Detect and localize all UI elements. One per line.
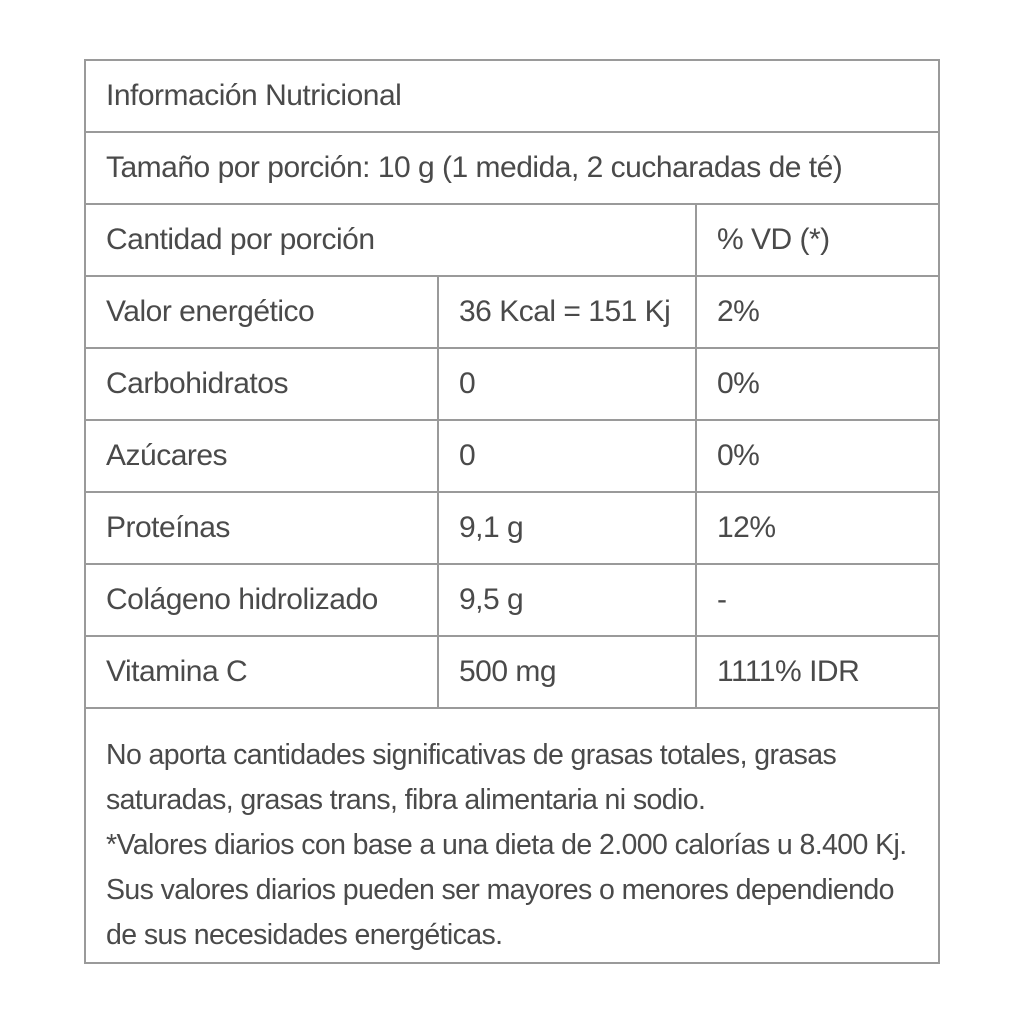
nutrient-name: Vitamina C [106, 655, 248, 688]
table-row [86, 493, 938, 565]
nutrient-name: Azúcares [106, 439, 228, 472]
amount-per-serving-header: Cantidad por porción [106, 223, 375, 256]
table-row [86, 421, 938, 493]
serving-size-row [86, 133, 938, 205]
nutrient-daily-value: 2% [695, 277, 938, 347]
nutrient-name: Colágeno hidrolizado [106, 583, 378, 616]
nutrient-amount: 36 Kcal = 151 Kj [437, 277, 695, 347]
nutrient-amount: 500 mg [437, 637, 695, 707]
table-title: Información Nutricional [106, 79, 402, 112]
nutrient-amount: 9,5 g [437, 565, 695, 635]
nutrition-facts-table [84, 59, 940, 964]
table-row [86, 637, 938, 709]
daily-value-header: % VD (*) [695, 205, 938, 275]
nutrient-name: Proteínas [106, 511, 230, 544]
nutrient-amount: 0 [437, 421, 695, 491]
title-row [86, 61, 938, 133]
serving-size: Tamaño por porción: 10 g (1 medida, 2 cucharadas de té) [106, 151, 843, 184]
header-row [86, 205, 938, 277]
nutrient-daily-value: 0% [695, 421, 938, 491]
daily-values-note: *Valores diarios con base a una dieta de 2.000 calorías u 8.400 Kj. Sus valores diarios pueden ser mayores o menores dependiendo de sus necesidades energéticas. [106, 829, 907, 951]
no-significant-amounts-note: No aporta cantidades significativas de grasas totales, grasas saturadas, grasas trans, fibra alimentaria ni sodio. [106, 739, 837, 816]
nutrient-daily-value: - [695, 565, 938, 635]
nutrient-daily-value: 0% [695, 349, 938, 419]
footnote [106, 733, 920, 958]
nutrient-amount: 0 [437, 349, 695, 419]
table-row [86, 565, 938, 637]
nutrient-daily-value: 12% [695, 493, 938, 563]
nutrient-amount: 9,1 g [437, 493, 695, 563]
table-row [86, 349, 938, 421]
nutrient-name: Valor energético [106, 295, 315, 328]
nutrient-name: Carbohidratos [106, 367, 288, 400]
table-row [86, 277, 938, 349]
nutrient-daily-value: 1111% IDR [695, 637, 938, 707]
